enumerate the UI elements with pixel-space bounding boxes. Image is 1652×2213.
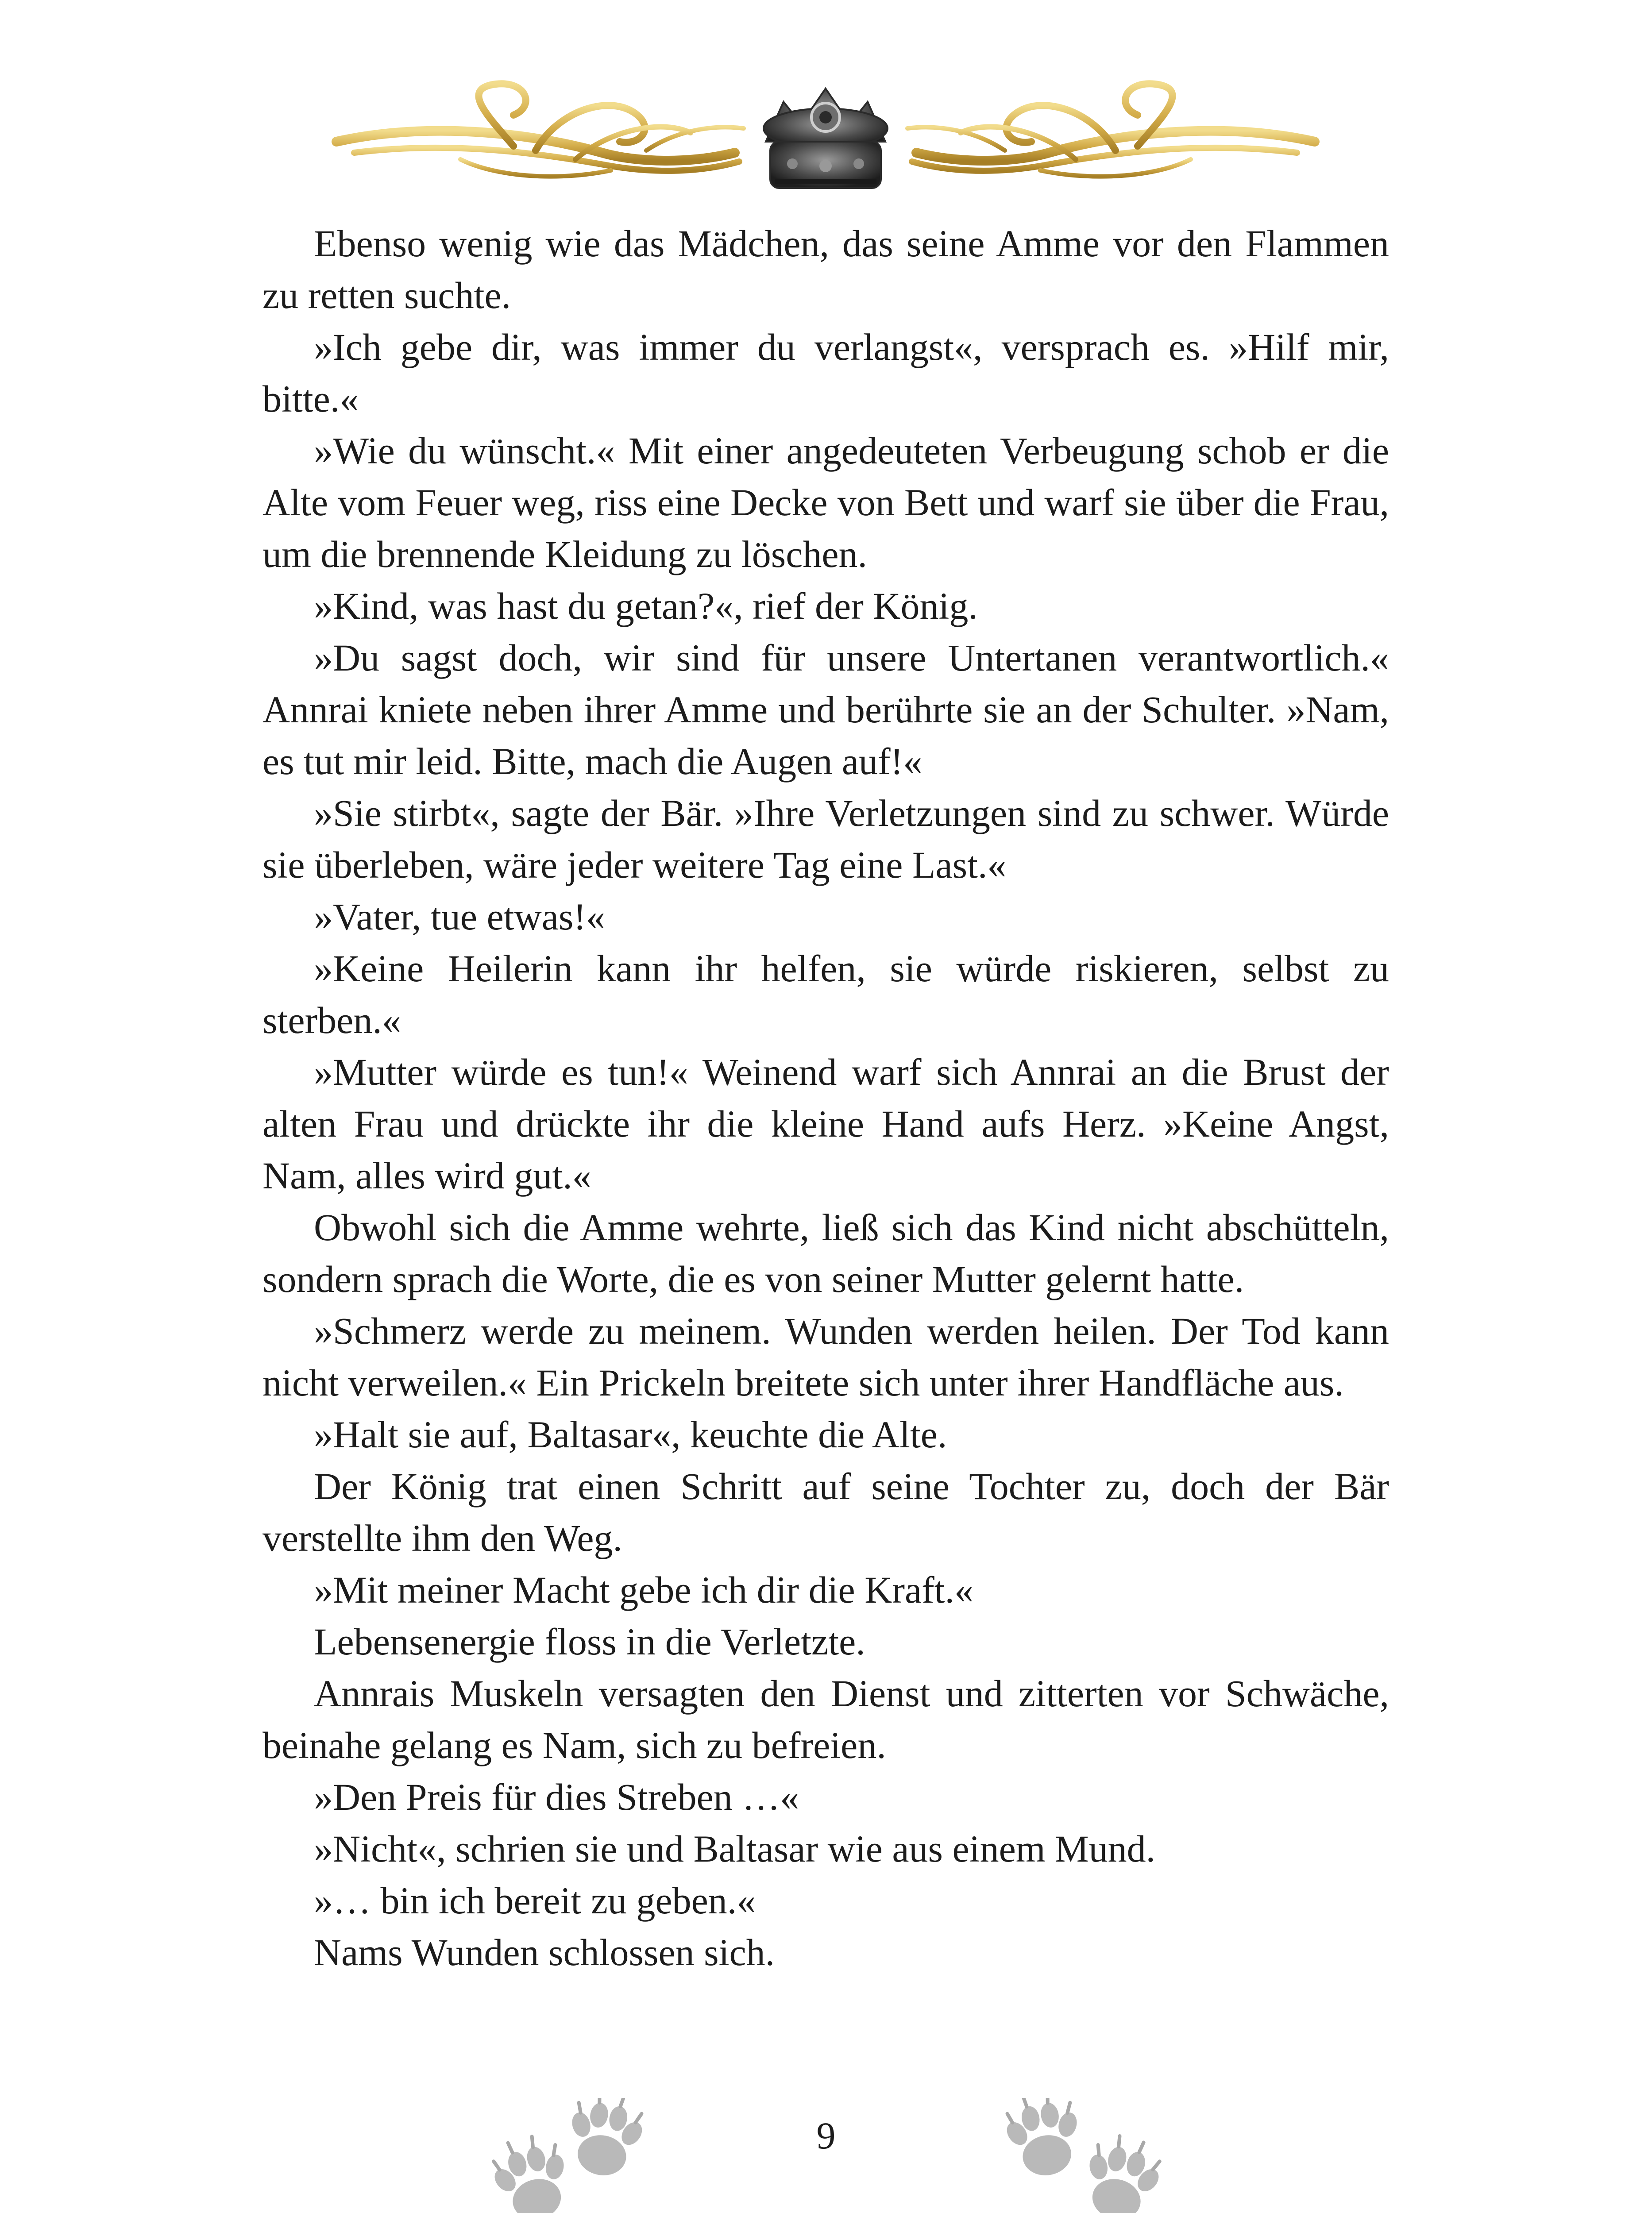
- paragraph: Annrais Muskeln versagten den Dienst und zitterten vor Schwäche, beinahe gelang es Nam, sich zu befreien.: [262, 1672, 1389, 1766]
- paragraph: »… bin ich bereit zu geben.«: [314, 1879, 756, 1922]
- body-text: [262, 218, 1389, 1978]
- paragraph: Lebensenergie floss in die Verletzte.: [314, 1620, 865, 1663]
- paragraph: »Vater, tue etwas!«: [314, 895, 606, 938]
- paragraph: »Mit meiner Macht gebe ich dir die Kraft.«: [314, 1569, 974, 1611]
- paragraph: Der König trat einen Schritt auf seine Tochter zu, doch der Bär verstellte ihm den Weg.: [262, 1465, 1389, 1559]
- paragraph: »Mutter würde es tun!« Weinend warf sich Annrai an die Brust der alten Frau und drückte ihr die kleine Hand aufs Herz. »Keine Angst, Nam, alles wird gut.«: [262, 1051, 1389, 1197]
- paragraph: »Keine Heilerin kann ihr helfen, sie würde riskieren, selbst zu sterben.«: [262, 947, 1389, 1041]
- paragraph: »Du sagst doch, wir sind für unsere Untertanen verantwortlich.« Annrai kniete neben ihrer Amme und berührte sie an der Schulter. »Nam, es tut mir leid. Bitte, mach die Augen auf!«: [262, 636, 1389, 783]
- paragraph: Obwohl sich die Amme wehrte, ließ sich das Kind nicht abschütteln, sondern sprach die Worte, die es von seiner Mutter gelernt hatte.: [262, 1206, 1389, 1300]
- gold-flourish-left-icon: [336, 84, 744, 176]
- paragraph: »Nicht«, schrien sie und Baltasar wie aus einem Mund.: [314, 1827, 1156, 1870]
- paragraph: »Wie du wünscht.« Mit einer angedeuteten Verbeugung schob er die Alte vom Feuer weg, riss eine Decke von Bett und warf sie über die Frau, um die brennende Kleidung zu löschen.: [262, 429, 1389, 575]
- paragraph: »Den Preis für dies Streben …«: [314, 1776, 799, 1818]
- gold-flourish-right-icon: [907, 84, 1315, 176]
- paragraph: Nams Wunden schlossen sich.: [314, 1931, 775, 1974]
- header-ornament: [328, 75, 1324, 204]
- crown-icon: [764, 89, 888, 188]
- page-number: 9: [816, 2114, 836, 2157]
- paragraph: »Ich gebe dir, was immer du verlangst«, versprach es. »Hilf mir, bitte.«: [262, 326, 1389, 420]
- paragraph: Ebenso wenig wie das Mädchen, das seine Amme vor den Flammen zu retten suchte.: [262, 222, 1389, 316]
- paragraph: »Schmerz werde zu meinem. Wunden werden heilen. Der Tod kann nicht verweilen.« Ein Prickeln breitete sich unter ihrer Handfläche aus.: [262, 1310, 1389, 1404]
- paragraph: »Sie stirbt«, sagte der Bär. »Ihre Verletzungen sind zu schwer. Würde sie überleben, wäre jeder weitere Tag eine Last.«: [262, 792, 1389, 886]
- paragraph: »Kind, was hast du getan?«, rief der König.: [314, 585, 978, 627]
- paragraph: »Halt sie auf, Baltasar«, keuchte die Alte.: [314, 1413, 947, 1456]
